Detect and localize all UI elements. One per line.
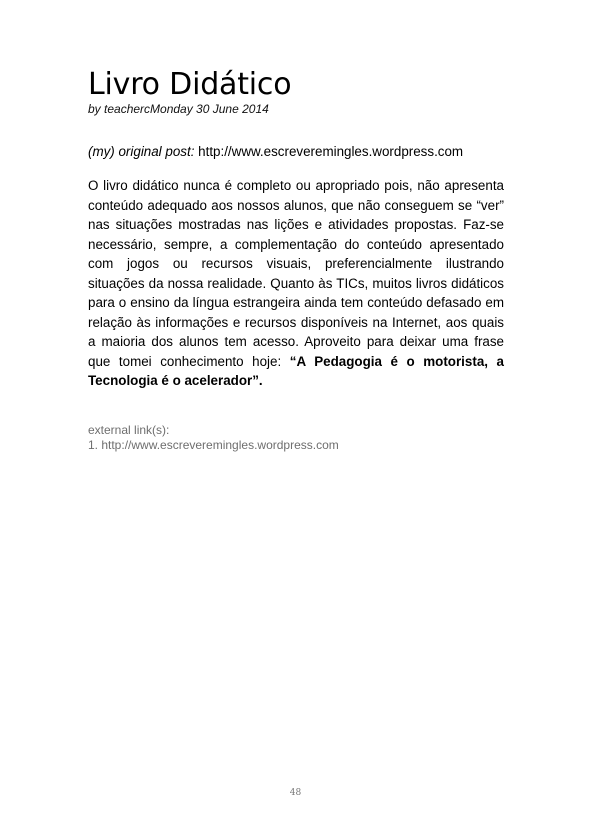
external-links xyxy=(88,423,504,453)
article-body-text: O livro didático nunca é completo ou apropriado pois, não apresenta conteúdo adequado aos nossos alunos, que não conseguem se “ver” nas situações mostradas nas lições e atividades propostas. Faz-se necessário, sempre, a complementação do conteúdo apresentado com jogos ou recursos visuais, preferencialmente ilustrando situações da nossa realidade. Quanto às TICs, muitos livros didáticos para o ensino da língua estrangeira ainda tem conteúdo defasado em relação às informações e recursos disponíveis na Internet, aos quais a maioria dos alunos tem acesso. Aproveito para deixar uma frase que tomei conhecimento hoje: xyxy=(88,178,504,369)
original-post-url[interactable]: http://www.escreveremingles.wordpress.com xyxy=(198,144,464,159)
article-quote: “A Pedagogia é o motorista, a Tecnologia é o acelerador”. xyxy=(88,353,504,388)
article-body xyxy=(88,176,504,391)
article xyxy=(88,68,504,453)
original-post-label: (my) original post: xyxy=(88,144,195,159)
external-link-item[interactable]: 1. http://www.escreveremingles.wordpress.com xyxy=(88,437,339,452)
original-post-line xyxy=(88,144,504,160)
external-links-heading: external link(s): xyxy=(88,422,170,437)
article-title: Livro Didático xyxy=(88,67,292,102)
page-number: 48 xyxy=(289,788,302,798)
article-byline: by teachercMonday 30 June 2014 xyxy=(88,102,269,116)
